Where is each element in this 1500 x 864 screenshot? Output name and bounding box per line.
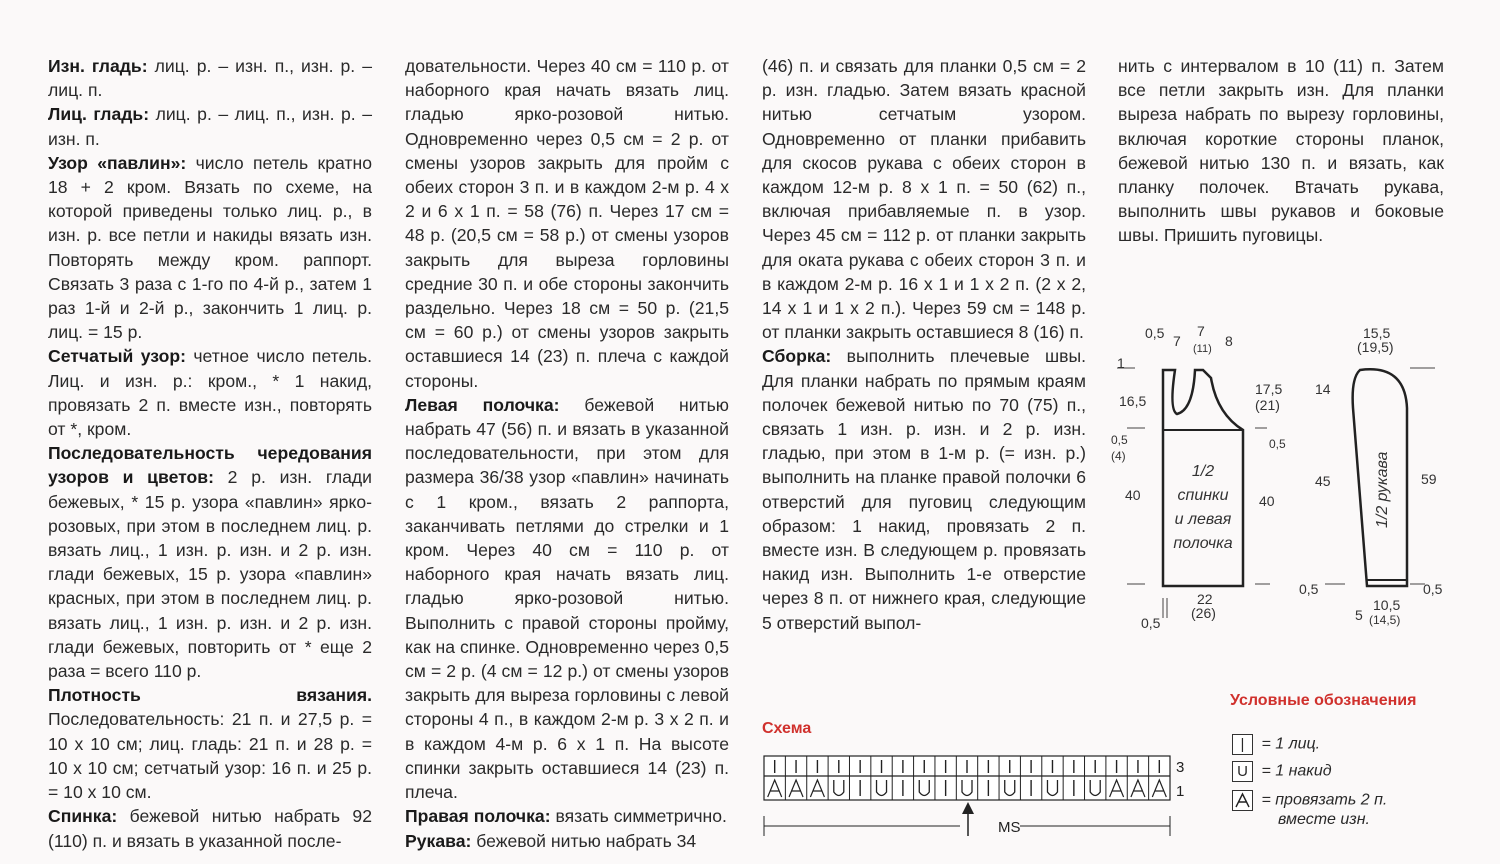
paragraph-heading: Узор «павлин»: xyxy=(48,152,187,173)
body-top-label: 0,5 xyxy=(1145,325,1165,341)
body-left-label: 40 xyxy=(1125,487,1141,503)
paragraph-text: Последовательность: 21 п. и 27,5 р. = 10 x 10 см; лиц. гладь: 21 п. и 28 р. = 10 x 10 см; сетчатый узор: 16 п. и 25 р. = 10 x 10 см. xyxy=(48,709,372,803)
knit-symbol-icon: | xyxy=(1232,734,1253,755)
legend-text: = 1 лиц. xyxy=(1261,735,1321,753)
paragraph xyxy=(48,344,372,441)
paragraph xyxy=(405,804,729,828)
paragraph-heading: Изн. гладь: xyxy=(48,56,148,76)
ms-label: MS xyxy=(998,819,1021,836)
body-bottom-label: 22 xyxy=(1197,591,1213,607)
text-column-3 xyxy=(762,54,1086,635)
paragraph-heading: Правая полочка: xyxy=(405,806,551,827)
paragraph-text: бежевой нитью набрать 47 (56) п. и вязать в указанной последовательности, при этом для размера 36/38 узор «павлин» начинать с 1 кром., вязать 2 раппорта, заканчивать петлями до стрелки и 1 кром. Через 40 см = 110 р. от наборного края начать вязать лиц. гладью ярко-розовой нитью. Выполнить с правой стороны пройму, как на спинке. Одновременно через 0,5 см = 2 р. (4 см = 12 р.) от смены узоров закрыть для выреза горловины с левой стороны 4 п., в каждом 2-м р. 3 x 2 п. и в каждом 4-м р. 6 x 1 п. На высоте спинки закрыть оставшиеся 14 (23) п. плеча. xyxy=(405,394,729,803)
paragraph xyxy=(762,54,1086,344)
legend-text-line2: вместе изн. xyxy=(1278,811,1370,828)
paragraph-text: лиц. р. – изн. п., изн. р. – лиц. п. xyxy=(48,56,372,101)
body-caption: полочка xyxy=(1173,535,1233,552)
paragraph-heading: Сборка: xyxy=(762,346,832,367)
sleeve-top-label: 15,5 xyxy=(1363,325,1391,341)
paragraph-heading: Рукава: xyxy=(405,830,472,851)
legend-title: Условные обозначения xyxy=(1230,692,1417,709)
legend-item-knit xyxy=(1232,734,1320,755)
paragraph-text: бежевой нитью набрать 92 (110) п. и вязать в указанной после- xyxy=(48,806,372,851)
row-number-1: 1 xyxy=(1176,783,1185,800)
sleeve-bottom-label: (14,5) xyxy=(1369,613,1401,627)
body-right-label: 0,5 xyxy=(1269,437,1286,451)
yarnover-symbol-icon: U xyxy=(1232,761,1253,782)
paragraph-heading: Спинка: xyxy=(48,806,118,827)
legend-text: = 1 накид xyxy=(1261,762,1332,780)
sleeve-left-label: 45 xyxy=(1315,473,1331,489)
decrease-symbol-icon xyxy=(1232,790,1253,811)
sleeve-bottom-label: 0,5 xyxy=(1423,581,1443,597)
paragraph-heading: Лиц. гладь: xyxy=(48,104,150,125)
paragraph xyxy=(405,829,729,853)
text-column-4 xyxy=(1118,54,1444,248)
paragraph-text: четное число петель. Лиц. и изн. р.: кром., * 1 накид, провязать 2 п. вместе изн., повторять от *, кром. xyxy=(48,346,372,440)
body-bottom-label: (26) xyxy=(1191,605,1216,621)
sleeve-caption: 1/2 рукава xyxy=(1374,451,1391,528)
body-left-label: 0,5 xyxy=(1111,433,1128,447)
paragraph-heading: Сетчатый узор: xyxy=(48,346,186,367)
schema-title: Схема xyxy=(762,720,812,737)
text-column-1 xyxy=(48,54,372,853)
body-top-label: (11) xyxy=(1193,343,1212,355)
paragraph-text: 2 р. изн. глади бежевых, * 15 р. узора «павлин» ярко-розовых, при этом в последнем лиц. р. вязать лиц., 1 изн. р. изн. и 2 р. изн. глади бежевых, 15 р. узора «павлин» красных, при этом в последнем лиц. р. вязать лиц., 1 изн. р. изн. и 2 р. изн. глади бежевых, повторить от * еще 2 раза = всего 110 р. xyxy=(48,467,372,682)
paragraph xyxy=(48,54,372,102)
legend-text: = провязать 2 п. xyxy=(1261,791,1388,809)
paragraph xyxy=(1118,54,1444,248)
sleeve-bottom-label: 5 xyxy=(1355,607,1363,623)
sleeve-bottom-label: 0,5 xyxy=(1299,581,1319,597)
body-top-label: 7 xyxy=(1173,333,1181,349)
paragraph-text: вязать симметрично. xyxy=(550,806,727,827)
paragraph-heading: Левая полочка: xyxy=(405,394,560,415)
paragraph xyxy=(405,393,729,804)
legend-item-yarnover xyxy=(1232,761,1332,782)
sleeve-bottom-label: 10,5 xyxy=(1373,597,1401,613)
body-left-label: 1 xyxy=(1117,355,1125,371)
body-top-label: 8 xyxy=(1225,333,1233,349)
paragraph xyxy=(48,102,372,150)
sleeve-left-label: 14 xyxy=(1315,381,1331,397)
sleeve-top-label: (19,5) xyxy=(1357,339,1394,355)
paragraph-text: нить с интервалом в 10 (11) п. Затем все петли закрыть изн. Для планки выреза набрать по вырезу горловины, включая короткие стороны планок, бежевой нитью 130 п. и вязать, как планку полочек. Втачать рукава, выполнить швы рукавов и боковые швы. Пришить пуговицы. xyxy=(1118,56,1444,246)
body-right-label: 17,5 xyxy=(1255,381,1283,397)
paragraph-heading: Последовательность чередования узоров и цветов: xyxy=(48,443,372,488)
paragraph xyxy=(48,151,372,345)
body-left-label: 16,5 xyxy=(1119,393,1147,409)
paragraph xyxy=(48,683,372,804)
paragraph xyxy=(48,441,372,683)
ms-arrow-icon xyxy=(962,802,974,814)
body-caption: 1/2 xyxy=(1191,463,1215,480)
paragraph xyxy=(48,804,372,852)
paragraph-text: лиц. р. – лиц. п., изн. р. – изн. п. xyxy=(48,104,372,149)
legend-item-decrease xyxy=(1232,790,1387,829)
paragraph-text: число петель кратно 18 + 2 кром. Вязать по схеме, на которой приведены только лиц. р., в изн. р. все петли и накиды вязать изн. Повторять между кром. раппорт. Связать 3 раза с 1-го по 4-й р., затем 1 раз 1-й и 2-й р., закончить 1 лиц. р. лиц. = 15 р. xyxy=(48,152,372,343)
sleeve-right-label: 59 xyxy=(1421,471,1437,487)
paragraph xyxy=(762,344,1086,634)
body-right-label: 40 xyxy=(1259,493,1275,509)
paragraph-text: довательности. Через 40 см = 110 р. от наборного края начать вязать лиц. гладью ярко-розовой нитью. Одновременно через 0,5 см = 2 р. от смены узоров закрыть для пройм с обеих сторон 3 п. и в каждом 2-м р. 4 x 2 и 6 x 1 п. = 58 (76) п. Через 17 см = 48 р. (20,5 см = 58 р.) от смены узоров закрыть для выреза горловины средние 30 п. и обе стороны закончить раздельно. Через 18 см = 50 р. (21,5 см = 60 р.) от смены узоров закрыть оставшиеся 14 (23) п. плеча с каждой стороны. xyxy=(405,56,729,391)
body-caption: спинки xyxy=(1177,487,1229,504)
stitch-chart xyxy=(760,752,1200,842)
body-caption: и левая xyxy=(1174,511,1232,528)
body-left-label: (4) xyxy=(1111,449,1126,463)
paragraph xyxy=(405,54,729,393)
paragraph-heading: Плотность вязания. xyxy=(48,685,372,706)
body-right-label: (21) xyxy=(1255,397,1280,413)
body-bottom-label: 0,5 xyxy=(1141,615,1161,631)
text-column-2 xyxy=(405,54,729,853)
paragraph-text: (46) п. и связать для планки 0,5 см = 2 р. изн. гладью. Затем вязать красной нитью сетчатым узором. Одновременно от планки прибавить для скосов рукава с обеих сторон в каждом 12-м р. 8 x 1 п. = 50 (62) п., включая прибавляемые п. в узор. Через 45 см = 112 р. от планки закрыть для оката рукава с обеих сторон 3 п. и в каждом 2-м р. 16 x 1 и 1 x 2 п. (2 x 2, 14 x 1 и 1 x 2 п.). Через 59 см = 148 р. от планки закрыть оставшиеся 8 (16) п. xyxy=(762,56,1086,343)
pattern-diagrams xyxy=(1105,318,1455,638)
paragraph-text: выполнить плечевые швы. Для планки набрать по прямым краям полочек бежевой нитью по 70 (75) п., связать 1 изн. р. изн. и 2 р. изн. гладью, при этом в 1-м р. (= изн. р.) выполнить на планке правой полочки 6 отверстий для пуговиц следующим образом: 1 накид, провязать 2 п. вместе изн. В следующем р. провязать накид изн. Выполнить 1-е отверстие через 8 п. от нижнего края, следующие 5 отверстий выпол- xyxy=(762,346,1086,633)
body-top-label: 7 xyxy=(1197,323,1205,339)
row-number-3: 3 xyxy=(1176,759,1185,776)
paragraph-text: бежевой нитью набрать 34 xyxy=(471,830,697,851)
